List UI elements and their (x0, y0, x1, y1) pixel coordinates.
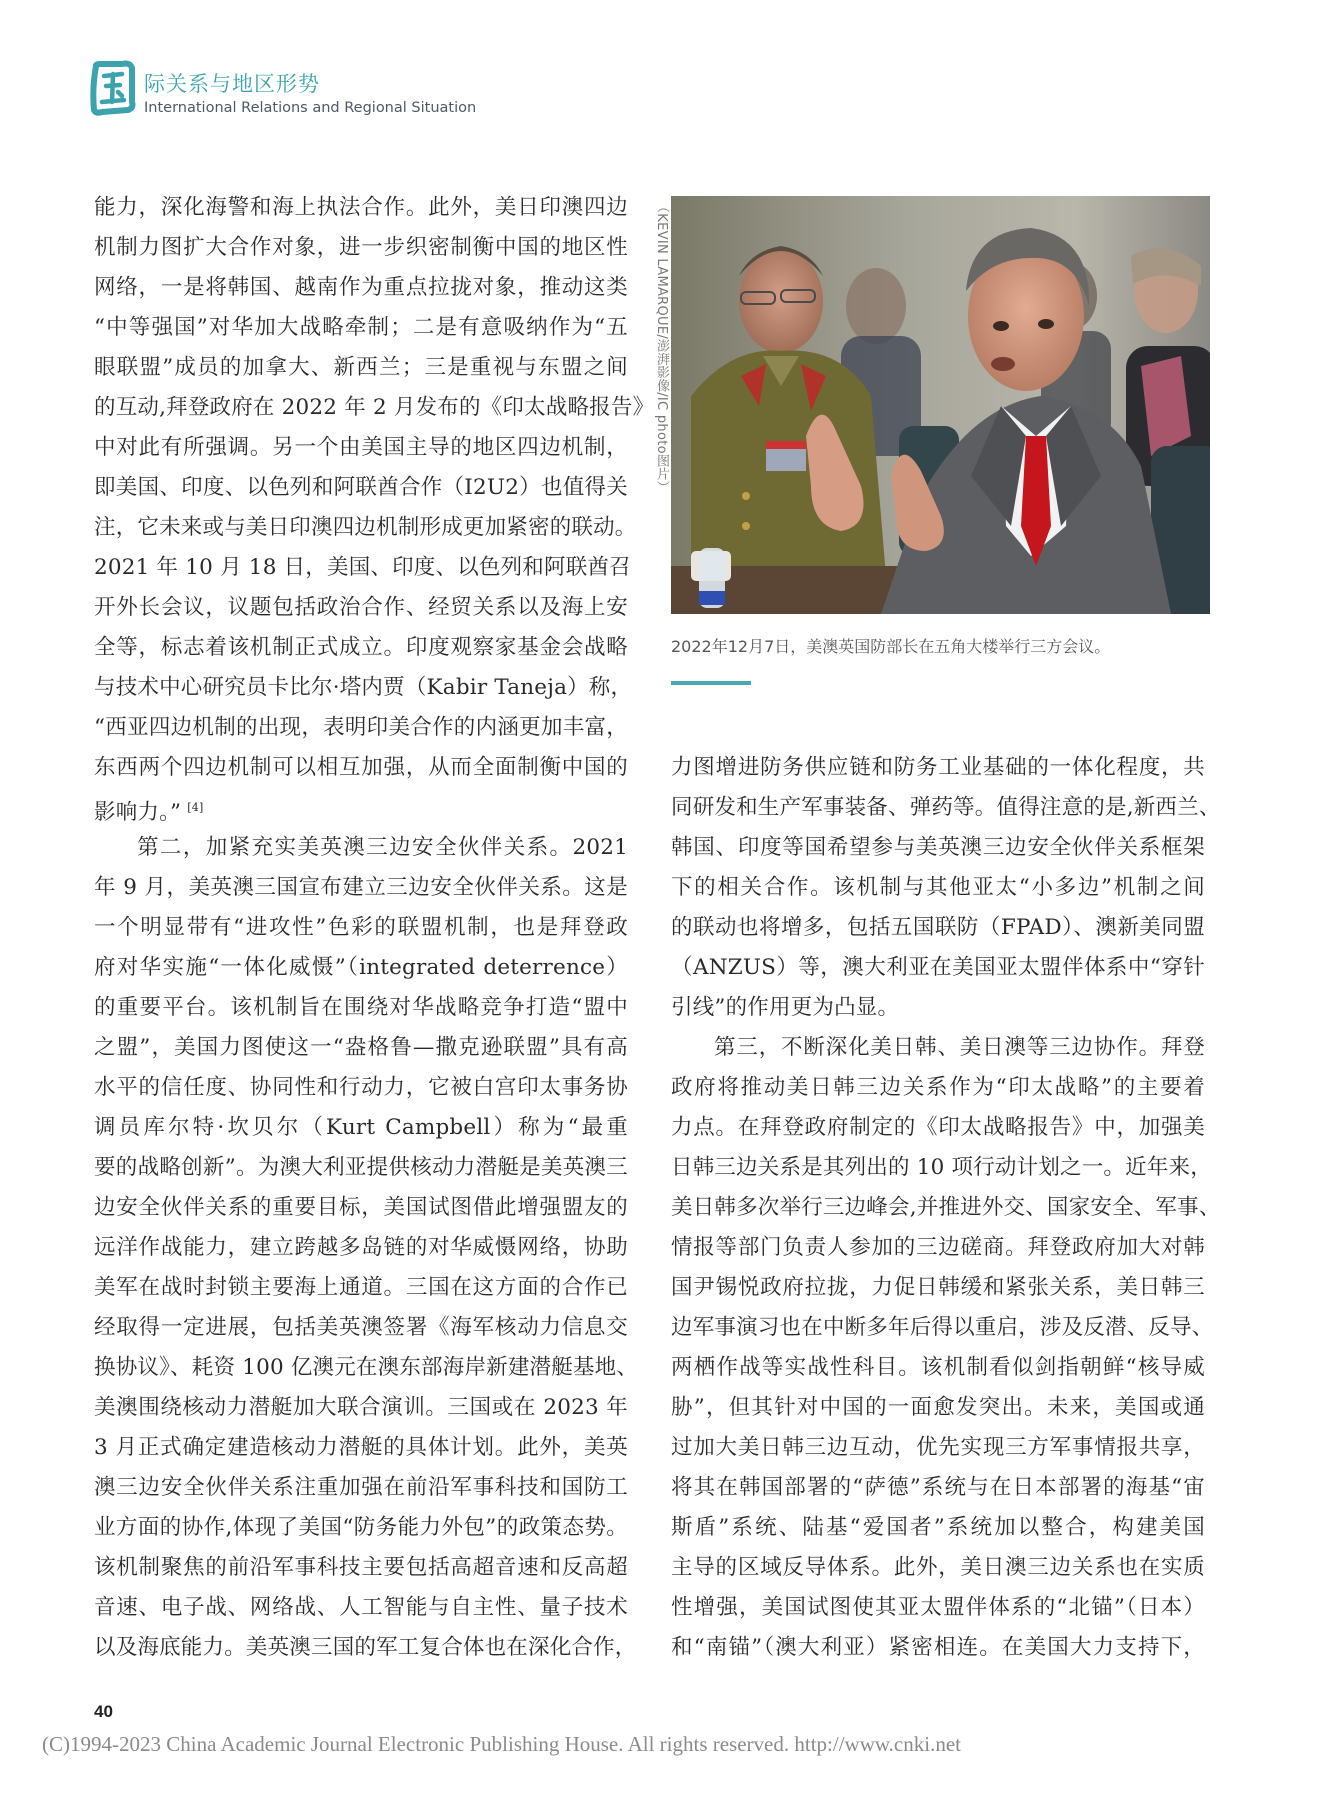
text-line: 下的相关合作。该机制与其他亚太“小多边”机制之间 (671, 875, 1205, 900)
text-line: 力点。在拜登政府制定的《印太战略报告》中，加强美 (671, 1115, 1205, 1140)
text-line: 中对此有所强调。另一个由美国主导的地区四边机制， (94, 435, 628, 460)
text-line: 以及海底能力。美英澳三国的军工复合体也在深化合作， (94, 1635, 637, 1660)
text-line: 日韩三边关系是其列出的 10 项行动计划之一。近年来， (671, 1155, 1212, 1180)
text-line: 和“南锚”（澳大利亚）紧密相连。在美国大力支持下， (671, 1635, 1205, 1660)
text-line: 远洋作战能力，建立跨越多岛链的对华威慑网络，协助 (94, 1235, 628, 1260)
text-line: 能力，深化海警和海上执法合作。此外，美日印澳四边 (94, 195, 628, 220)
journal-logo-icon (88, 58, 136, 116)
text-line: 全等，标志着该机制正式成立。印度观察家基金会战略 (94, 635, 628, 660)
text-line: 之盟”，美国力图使这一“盎格鲁—撒克逊联盟”具有高 (94, 1035, 628, 1060)
text-line: 引线”的作用更为凸显。 (671, 995, 900, 1020)
text-line: 政府将推动美日韩三边关系作为“印太战略”的主要着 (671, 1075, 1205, 1100)
photo-credit: （KEVIN LAMARQUE/澎湃影像/IC photo图片） (654, 200, 669, 494)
text-line: 即美国、印度、以色列和阿联酋合作（I2U2）也值得关 (94, 475, 628, 500)
page-number: 40 (94, 1702, 113, 1721)
text-line: 美澳围绕核动力潜艇加大联合演训。三国或在 2023 年 (94, 1395, 628, 1420)
text-line: 的联动也将增多，包括五国联防（FPAD）、澳新美同盟 (671, 915, 1205, 940)
text-line: 力图增进防务供应链和防务工业基础的一体化程度，共 (671, 755, 1205, 780)
text-line: 的重要平台。该机制旨在围绕对华战略竞争打造“盟中 (94, 995, 628, 1020)
text-line: 经取得一定进展，包括美英澳签署《海军核动力信息交 (94, 1315, 628, 1340)
text-line: 水平的信任度、协同性和行动力，它被白宫印太事务协 (94, 1075, 628, 1100)
text-line: （ANZUS）等，澳大利亚在美国亚太盟伴体系中“穿针 (671, 955, 1205, 980)
news-photo (671, 196, 1210, 614)
text-line-content: 影响力。” (94, 800, 182, 826)
text-line: 胁”，但其针对中国的一面愈发突出。未来，美国或通 (671, 1395, 1205, 1420)
text-line: 业方面的协作,体现了美国“防务能力外包”的政策态势。 (94, 1515, 628, 1540)
text-line: 眼联盟”成员的加拿大、新西兰；三是重视与东盟之间 (94, 355, 628, 380)
text-line: 一个明显带有“进攻性”色彩的联盟机制，也是拜登政 (94, 915, 628, 940)
text-line: 边安全伙伴关系的重要目标，美国试图借此增强盟友的 (94, 1195, 628, 1220)
paragraph-start-line: 第三，不断深化美日韩、美日澳等三边协作。拜登 (714, 1035, 1205, 1060)
text-line: 3 月正式确定建造核动力潜艇的具体计划。此外，美英 (94, 1435, 628, 1460)
left-column (94, 188, 655, 1668)
text-line: 开外长会议，议题包括政治合作、经贸关系以及海上安 (94, 595, 628, 620)
text-line: 音速、电子战、网络战、人工智能与自主性、量子技术 (94, 1595, 628, 1620)
photo-caption: 2022年12月7日，美澳英国防部长在五角大楼举行三方会议。 (671, 637, 1111, 656)
text-line: 注，它未来或与美日印澳四边机制形成更加紧密的联动。 (94, 515, 637, 540)
text-line: 同研发和生产军事装备、弹药等。值得注意的是,新西兰、 (671, 795, 1221, 820)
paragraph-start-line: 第二，加紧充实美英澳三边安全伙伴关系。2021 (137, 835, 628, 860)
right-column (671, 748, 1221, 1668)
text-line: 边军事演习也在中断多年后得以重启，涉及反潜、反导、 (671, 1315, 1214, 1340)
footnote-ref[interactable]: [4] (187, 801, 204, 814)
photo-illustration (671, 196, 1210, 614)
text-line: 2021 年 10 月 18 日，美国、印度、以色列和阿联酋召 (94, 555, 631, 580)
text-line: 将其在韩国部署的“萨德”系统与在日本部署的海基“宙 (671, 1475, 1205, 1500)
text-line: 性增强，美国试图使其亚太盟伴体系的“北锚”（日本） (671, 1595, 1205, 1620)
journal-title-en: International Relations and Regional Situation (144, 100, 477, 116)
text-line: 澳三边安全伙伴关系注重加强在前沿军事科技和国防工 (94, 1475, 628, 1500)
text-line: 斯盾”系统、陆基“爱国者”系统加以整合，构建美国 (671, 1515, 1205, 1540)
text-line: 东西两个四边机制可以相互加强，从而全面制衡中国的 (94, 755, 628, 780)
text-line: 换协议》、耗资 100 亿澳元在澳东部海岸新建潜艇基地、 (94, 1355, 639, 1380)
journal-title-cn: 际关系与地区形势 (144, 72, 320, 96)
text-line: 过加大美日韩三边互动，优先实现三方军事情报共享， (671, 1435, 1205, 1460)
text-line: 府对华实施“一体化威慑”（integrated deterrence） (94, 955, 628, 980)
text-line: 美军在战时封锁主要海上通道。三国在这方面的合作已 (94, 1275, 628, 1300)
text-line: 两栖作战等实战性科目。该机制看似剑指朝鲜“核导威 (671, 1355, 1205, 1380)
caption-accent-rule (671, 681, 751, 685)
text-line: 与技术中心研究员卡比尔·塔内贾（Kabir Taneja）称， (94, 675, 633, 700)
text-line: 情报等部门负责人参加的三边磋商。拜登政府加大对韩 (671, 1235, 1205, 1260)
text-line: 主导的区域反导体系。此外，美日澳三边关系也在实质 (671, 1555, 1205, 1580)
text-line: 年 9 月，美英澳三国宣布建立三边安全伙伴关系。这是 (94, 875, 628, 900)
text-line: 的互动,拜登政府在 2022 年 2 月发布的《印太战略报告》 (94, 395, 655, 420)
copyright-notice: (C)1994-2023 China Academic Journal Electronic Publishing House. All rights reserved. http://www.cnki.net (42, 1732, 961, 1756)
text-line: 国尹锡悦政府拉拢，力促日韩缓和紧张关系，美日韩三 (671, 1275, 1205, 1300)
text-line: 该机制聚焦的前沿军事科技主要包括高超音速和反高超 (94, 1555, 628, 1580)
text-line (94, 788, 628, 828)
text-line: “西亚四边机制的出现，表明印美合作的内涵更加丰富， (94, 715, 628, 740)
text-line: 调员库尔特·坎贝尔（Kurt Campbell）称为“最重 (94, 1115, 628, 1140)
text-line: 机制力图扩大合作对象，进一步织密制衡中国的地区性 (94, 235, 628, 260)
text-line: 网络，一是将韩国、越南作为重点拉拢对象，推动这类 (94, 275, 628, 300)
text-line: 要的战略创新”。为澳大利亚提供核动力潜艇是美英澳三 (94, 1155, 628, 1180)
text-line: “中等强国”对华加大战略牵制；二是有意吸纳作为“五 (94, 315, 628, 340)
text-line: 美日韩多次举行三边峰会,并推进外交、国家安全、军事、 (671, 1195, 1221, 1220)
text-line: 韩国、印度等国希望参与美英澳三边安全伙伴关系框架 (671, 835, 1205, 860)
